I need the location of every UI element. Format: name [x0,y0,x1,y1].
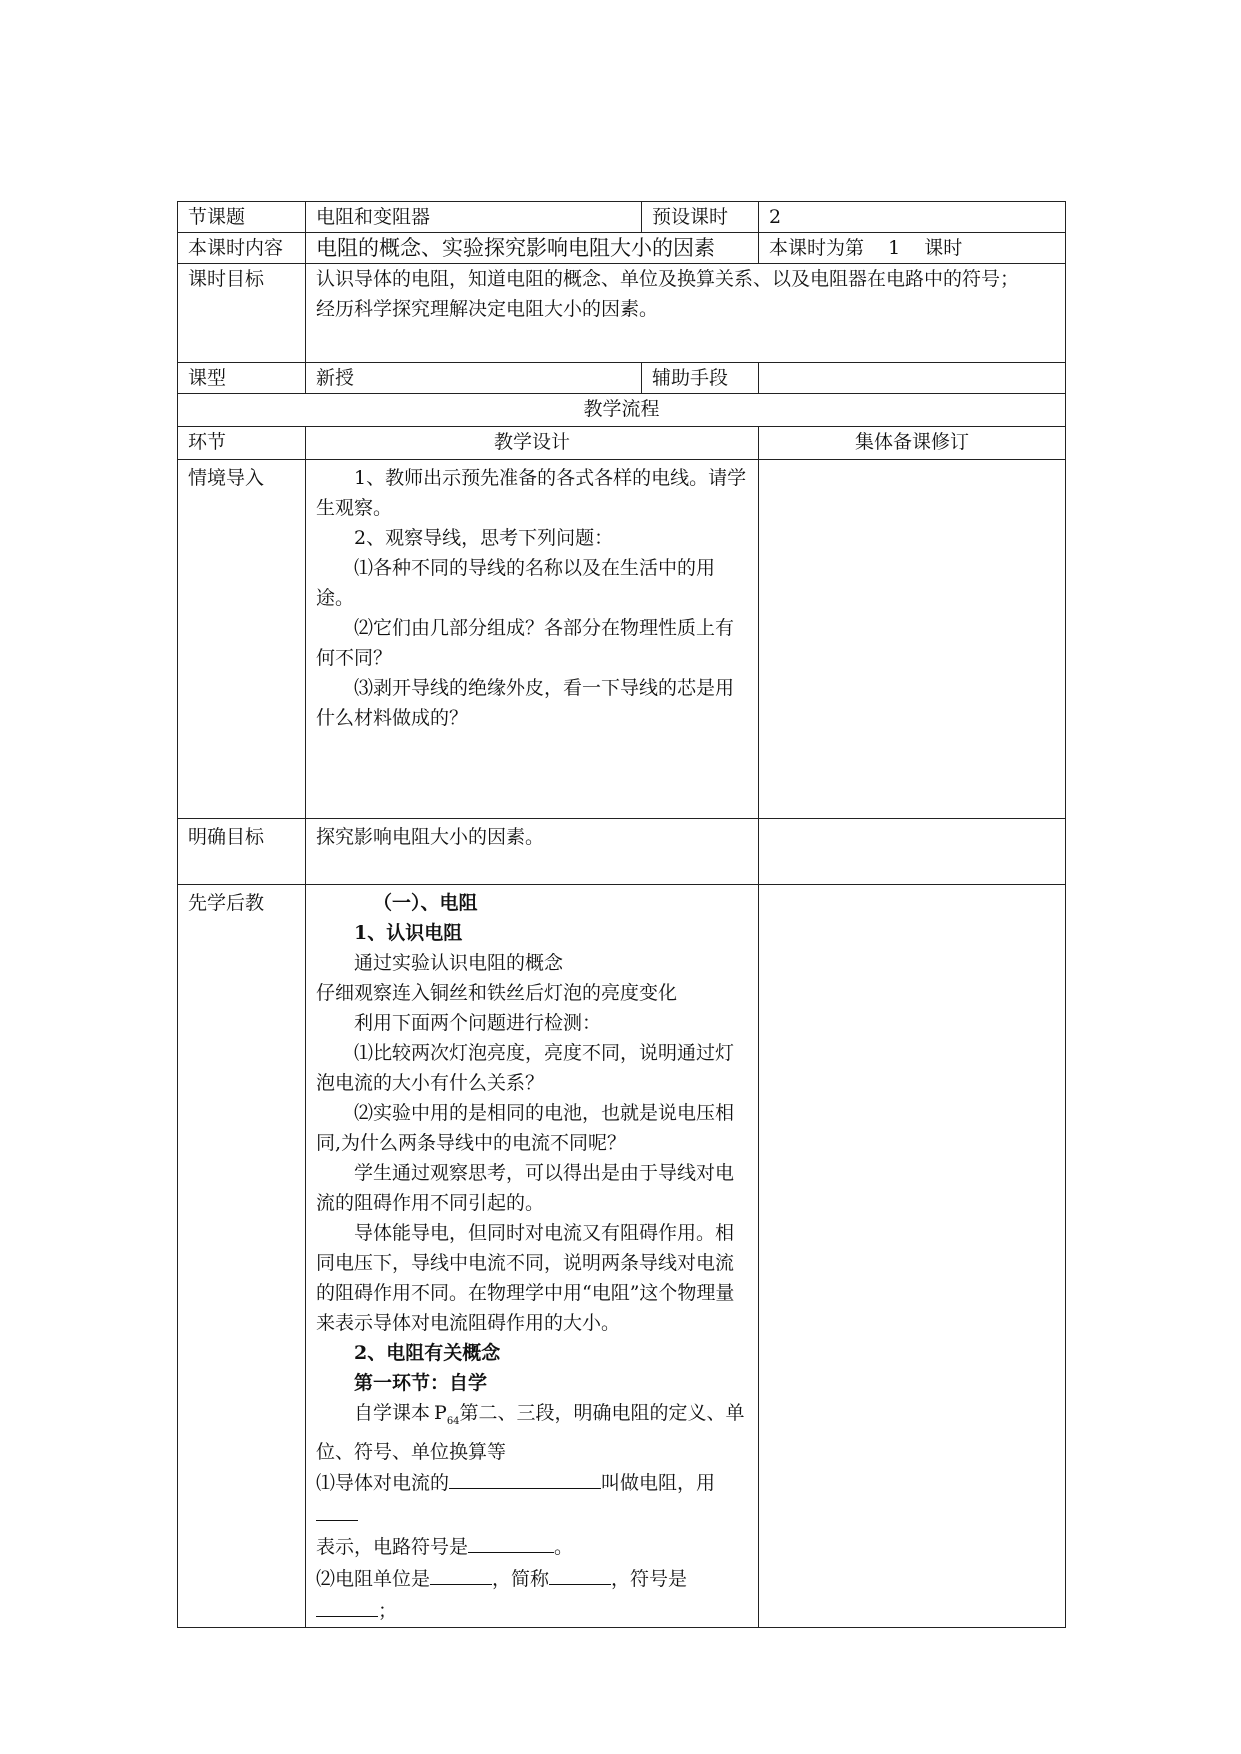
row-content [178,233,1066,264]
row-stage-goal [178,819,1066,885]
row-type [178,363,1066,394]
stage-content-goal [306,819,759,885]
row-topic [178,202,1066,233]
stage-content-situation [306,460,759,819]
q2-blank-2[interactable] [549,1564,611,1585]
teach-p8-pre: 自学课本 [354,1402,431,1424]
teach-p6: 学生通过观察思考，可以得出是由于导线对电流的阻碍作用不同引起的。 [316,1162,735,1214]
teach-p8 [316,1398,748,1467]
q1-part-d: 。 [554,1535,574,1558]
goal-stage-p1: 探究影响电阻大小的因素。 [316,826,545,848]
q2-part-c: ，符号是 [611,1567,688,1590]
teach-p2: 仔细观察连入铜丝和铁丝后灯泡的亮度变化 [316,982,678,1004]
teach-p7: 导体能导电，但同时对电流又有阻碍作用。相同电压下，导线中电流不同，说明两条导线对电流的阻碍作用不同。在物理学中用“电阻”这个物理量来表示导体对电流阻碍作用的大小。 [316,1222,735,1334]
hours-label: 预设课时 [642,202,759,233]
content-value: 电阻的概念、实验探究影响电阻大小的因素 [306,233,759,264]
situation-p3: ⑴各种不同的导线的名称以及在生活中的用途。 [316,557,716,609]
type-value: 新授 [306,363,642,394]
content-label: 本课时内容 [178,233,306,264]
q1-blank-1[interactable] [449,1468,601,1489]
session-label-post: 课时 [924,237,963,259]
teach-heading-4: 第一环节：自学 [354,1372,488,1394]
q1-part-a: ⑴导体对电流的 [316,1471,450,1494]
teach-heading-1: （一）、电阻 [373,892,478,914]
row-flow-title [178,394,1066,427]
situation-p2: 2、观察导线，思考下列问题： [354,527,614,549]
teach-p3: 利用下面两个问题进行检测： [354,1012,602,1034]
session-label-pre: 本课时为第 [769,237,865,259]
teach-p8-p: P [434,1402,447,1424]
col-design-header: 教学设计 [306,427,759,460]
teach-p4: ⑴比较两次灯泡亮度，亮度不同，说明通过灯泡电流的大小有什么关系？ [316,1042,735,1094]
hours-value: 2 [759,202,1066,233]
goal-cell [306,264,1066,363]
question-1 [316,1467,748,1563]
q1-part-c: 表示，电路符号是 [316,1535,469,1558]
q2-blank-1[interactable] [430,1564,492,1585]
q2-blank-3[interactable] [316,1596,378,1617]
col-revision-header: 集体备课修订 [759,427,1066,460]
type-label: 课型 [178,363,306,394]
q1-part-b: 叫做电阻，用 [601,1471,716,1494]
goal-line-1: 认识导体的电阻，知道电阻的概念、单位及换算关系、以及电阻器在电路中的符号； [316,268,1020,290]
teach-p1: 通过实验认识电阻的概念 [354,952,564,974]
topic-label: 节课题 [178,202,306,233]
revision-cell-situation [759,460,1066,819]
lesson-plan-table [177,201,1066,1628]
teach-p8-sub: 64 [446,1415,460,1427]
aid-value [759,363,1066,394]
row-goal [178,264,1066,363]
aid-label: 辅助手段 [642,363,759,394]
goal-label: 课时目标 [178,264,306,363]
situation-p1: 1、教师出示预先准备的各式各样的电线。请学生观察。 [316,467,747,519]
q2-part-d: ； [378,1599,398,1622]
session-cell [759,233,1066,264]
row-stage-teach [178,885,1066,1628]
stage-label-teach: 先学后教 [178,885,306,1628]
q1-blank-3[interactable] [468,1532,554,1553]
flow-title: 教学流程 [178,394,1066,427]
teach-heading-2: 1、认识电阻 [354,922,463,944]
row-column-headers [178,427,1066,460]
row-stage-situation [178,460,1066,819]
q2-part-a: ⑵电阻单位是 [316,1567,431,1590]
teach-p8-post: 第二、三段，明确电阻的定义、单位、符号、单位换算等 [316,1402,745,1463]
q1-blank-2[interactable] [316,1500,358,1521]
stage-label-situation: 情境导入 [178,460,306,819]
teach-p5: ⑵实验中用的是相同的电池，也就是说电压相同,为什么两条导线中的电流不同呢？ [316,1102,735,1154]
col-stage-header: 环节 [178,427,306,460]
situation-p5: ⑶剥开导线的绝缘外皮，看一下导线的芯是用什么材料做成的？ [316,677,735,729]
stage-content-teach [306,885,759,1628]
revision-cell-teach [759,885,1066,1628]
q2-part-b: ，简称 [492,1567,550,1590]
question-2 [316,1563,748,1627]
stage-label-goal: 明确目标 [178,819,306,885]
topic-value: 电阻和变阻器 [306,202,642,233]
situation-p4: ⑵它们由几部分组成？各部分在物理性质上有何不同？ [316,617,735,669]
session-number: 1 [888,237,901,259]
revision-cell-goal [759,819,1066,885]
teach-heading-3: 2、电阻有关概念 [354,1342,501,1364]
goal-line-2: 经历科学探究理解决定电阻大小的因素。 [316,298,659,320]
